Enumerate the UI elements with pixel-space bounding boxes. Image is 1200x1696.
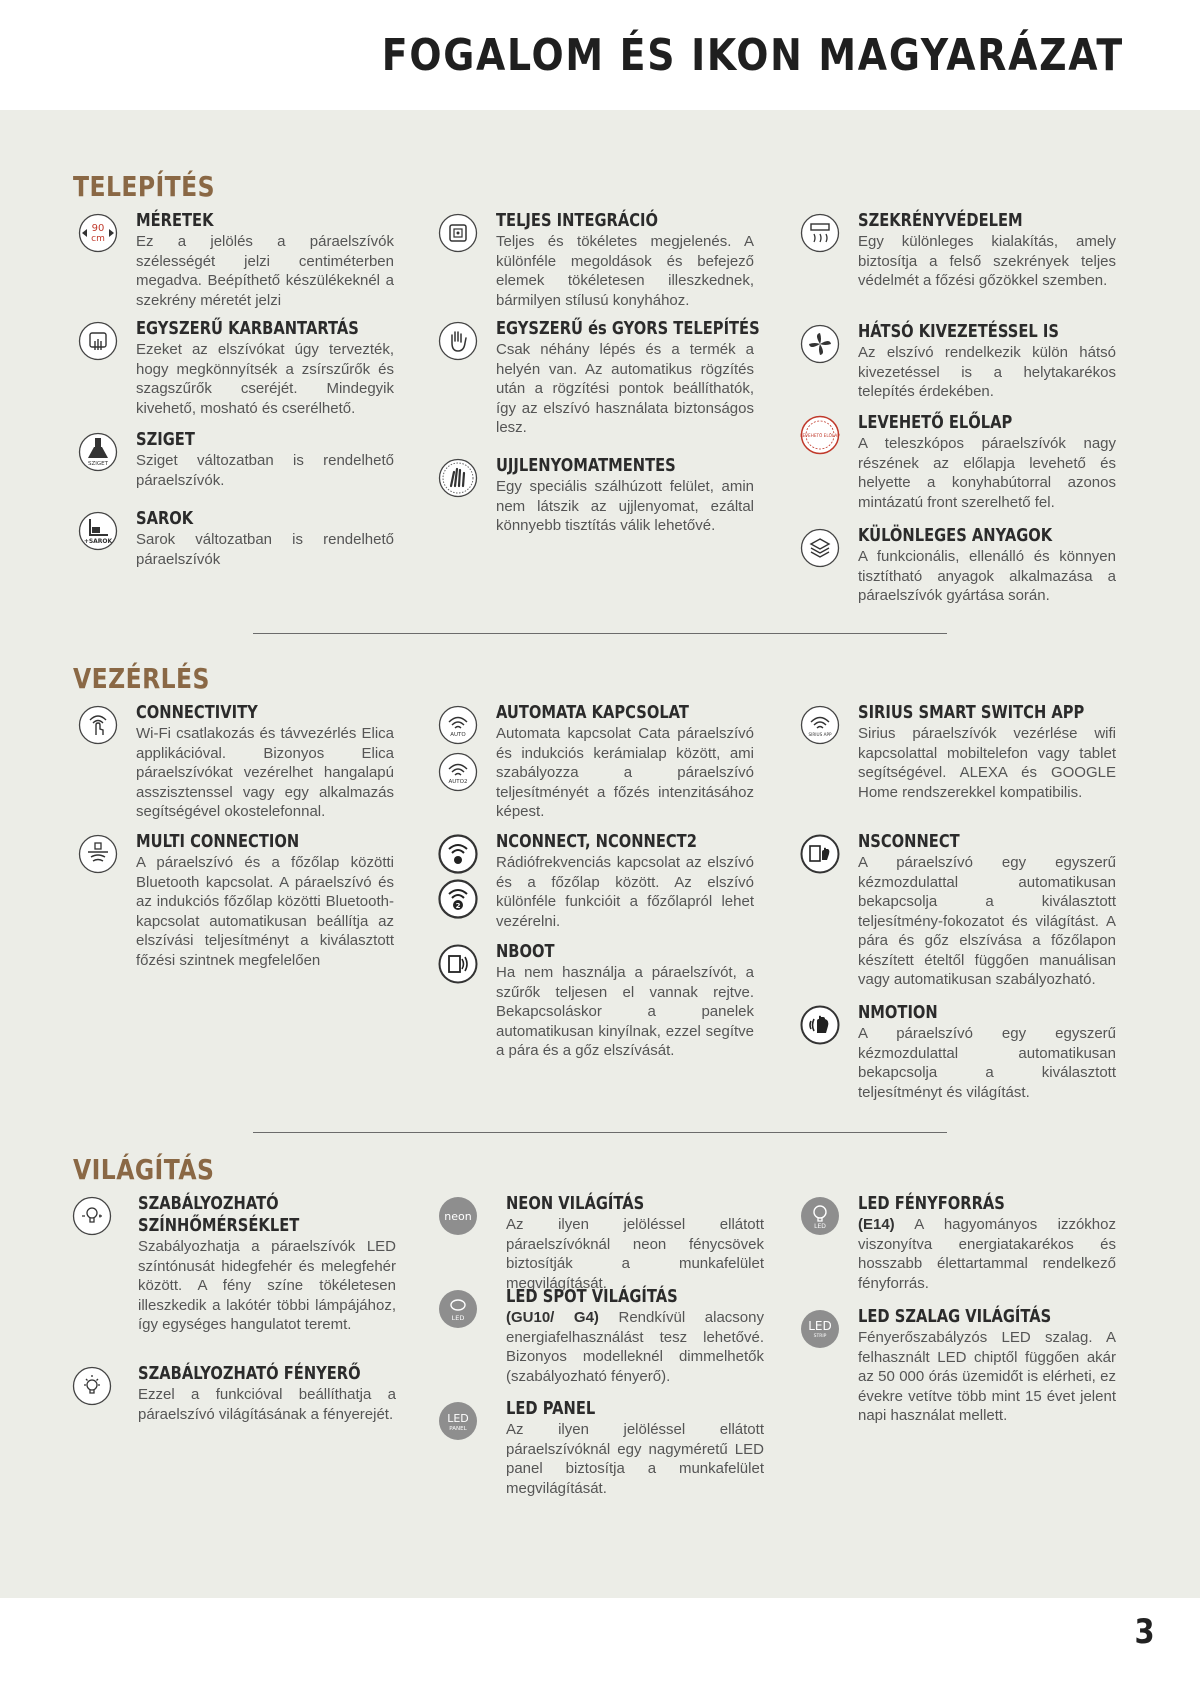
item-text — [506, 1308, 764, 1386]
item-text: Ezzel a funkcióval beállíthatja a páraelszívó világításának a fényerejét. — [138, 1386, 396, 1423]
icon-led-bulb-text: LED — [814, 1223, 826, 1230]
section-title-vilagitas: VILÁGÍTÁS — [73, 1153, 215, 1186]
item-text: Szabályozhatja a páraelszívók LED színtónusát hidegfehér és melegfehér között. A fény színe tökéletesen illeszkedik a lakótér többi lámpájához, így egységes hangulatot teremt. — [138, 1238, 396, 1333]
item-title: MULTI CONNECTION — [136, 832, 300, 852]
icon-led-spot-text: LED — [451, 1314, 465, 1322]
icon-sarok-text: +SAROK — [83, 538, 113, 545]
item-title: EGYSZERŰ és GYORS TELEPÍTÉS — [496, 319, 760, 339]
filter-hand-icon — [78, 321, 118, 361]
item-title: SZEKRÉNYVÉDELEM — [858, 211, 1023, 231]
item-text: Automata kapcsolat Cata páraelszívó és indukciós kerámialap között, ami szabályozza a páraelszívó teljesítményét a főzés intenzitásához képest. — [496, 725, 754, 820]
icon-90-text: 90 — [91, 223, 105, 234]
width-90cm-icon — [78, 213, 118, 253]
icon-led-text: LED — [447, 1412, 469, 1425]
page-title: FOGALOM ÉS IKON MAGYARÁZAT — [381, 30, 1124, 81]
item-text: A funkcionális, ellenálló és könnyen tisztítható anyagok alkalmazása a páraelszívók gyártása során. — [858, 548, 1116, 604]
item-title: NSCONNECT — [858, 832, 960, 852]
item-text: Rádiófrekvenciás kapcsolat az elszívó és a főzőlap között. Az elszívó különféle funkcióit a főzőlapról lehet vezérelni. — [496, 854, 754, 930]
icon-auto2-text: AUTO2 — [448, 779, 468, 785]
fingerprint-free-icon — [438, 458, 478, 498]
item-prefix: (GU10/ G4) — [506, 1309, 599, 1326]
item-text: Fényerőszabályzós LED szalag. A felhasznált LED chiptől függően akár az 50 000 órás üzemidőt is elérheti, ez évekre vetítve több mint 15 évet jelent napi használat mellett. — [858, 1329, 1116, 1424]
wifi-touch-icon — [78, 705, 118, 745]
item-title: SAROK — [136, 509, 194, 529]
item-text — [858, 1215, 1116, 1293]
cabinet-protection-icon — [800, 213, 840, 253]
icon-strip-text: STRIP — [813, 1334, 827, 1339]
quick-install-hand-icon — [438, 321, 478, 361]
item-text: Az ilyen jelöléssel ellátott páraelszívóknál egy nagyméretű LED panel biztosítja a munkafelület megvilágítását. — [506, 1421, 764, 1497]
nconnect-icon — [438, 834, 478, 874]
icon-led-strip-text: LED — [808, 1319, 832, 1333]
item-title: LED FÉNYFORRÁS — [858, 1194, 1005, 1214]
item-text: Ezeket az elszívókat úgy tervezték, hogy megkönnyítsék a zsírszűrők és szagszűrők cseréjét. Mindegyik kivehető, mosható és cserélhető. — [136, 341, 394, 417]
item-text: A páraelszívó és a főzőlap közötti Bluetooth kapcsolat. A páraelszívó és az indukciós főzőlap közötti Bluetooth-kapcsolat automatikusan beállítja az elszívási teljesítményt a kiválasztott főzési szintnek megfelelően — [136, 854, 394, 969]
item-title: NCONNECT, NCONNECT2 — [496, 832, 697, 852]
icon-sziget-text: SZIGET — [88, 461, 108, 467]
nsconnect-icon — [800, 834, 840, 874]
section-divider — [253, 633, 947, 634]
section-title-vezerles: VEZÉRLÉS — [73, 662, 210, 695]
item-text: Sirius páraelszívók vezérlése wifi kapcsolattal mobiltelefon vagy tablet segítségével. ALEXA és GOOGLE Home rendszerekkel kompatibilis. — [858, 725, 1116, 801]
item-title: SZIGET — [136, 430, 195, 450]
item-title: LED PANEL — [506, 1399, 596, 1419]
item-title: CONNECTIVITY — [136, 703, 258, 723]
brightness-bulb-icon — [72, 1366, 112, 1406]
item-title: EGYSZERŰ KARBANTARTÁS — [136, 319, 359, 339]
led-panel-icon — [438, 1401, 478, 1441]
sirius-app-icon — [800, 705, 840, 745]
nconnect2-icon — [438, 879, 478, 919]
item-text: Az ilyen jelöléssel ellátott páraelszívóknál neon fénycsövek biztosítják a munkafelület megvilágítását. — [506, 1216, 764, 1292]
corner-hood-icon — [78, 511, 118, 551]
item-title: SIRIUS SMART SWITCH APP — [858, 703, 1085, 723]
item-title: HÁTSÓ KIVEZETÉSSEL IS — [858, 322, 1059, 342]
item-title: UJJLENYOMATMENTES — [496, 456, 676, 476]
page-number: 3 — [1134, 1612, 1155, 1652]
section-title-telepites: TELEPÍTÉS — [73, 170, 215, 203]
item-text: Wi-Fi csatlakozás és távvezérlés Elica applikációval. Bizonyos Elica páraelszívókat vezérelhet hangalapú asszisztenssel vagy egy alkalmazás segítségével okostelefonnal. — [136, 725, 394, 820]
item-title: SZABÁLYOZHATÓ FÉNYERŐ — [138, 1364, 361, 1384]
item-title: LEVEHETŐ ELŐLAP — [858, 413, 1013, 433]
icon-stamp-text: LEVEHETŐ ELŐLAP — [800, 433, 840, 438]
color-temperature-bulb-icon — [72, 1196, 112, 1236]
item-title: AUTOMATA KAPCSOLAT — [496, 703, 689, 723]
led-bulb-icon — [800, 1196, 840, 1236]
icon-cm-text: cm — [91, 234, 105, 244]
item-title: MÉRETEK — [136, 211, 214, 231]
item-text: Az elszívó rendelkezik külön hátsó kivezetéssel is a helytakarékos telepítés érdekében. — [858, 344, 1116, 400]
removable-front-stamp-icon — [800, 415, 840, 455]
item-title: KÜLÖNLEGES ANYAGOK — [858, 526, 1053, 546]
icon-sirius-text: SIRIUS APP — [808, 732, 832, 737]
nmotion-hand-icon — [800, 1005, 840, 1045]
icon-nconnect2-text: 2 — [455, 902, 461, 910]
item-text-body: Rendkívül alacsony energiafelhasználást tesz lehetővé. Bizonyos modelleknél dimmelhetők (szabályozható fényerő). — [506, 1309, 764, 1385]
auto-wifi-icon — [438, 705, 478, 745]
section-divider — [253, 1132, 947, 1133]
item-text: Teljes és tökéletes megjelenés. A különféle megoldások és befejező elemek tökéletesen illeszkednek, bármilyen stílusú konyhához. — [496, 233, 754, 309]
item-title: LED SPOT VILÁGÍTÁS — [506, 1287, 678, 1307]
fan-outlet-icon — [800, 324, 840, 364]
led-spot-icon — [438, 1289, 478, 1329]
icon-auto-text: AUTO — [450, 732, 466, 738]
item-title: NBOOT — [496, 942, 555, 962]
item-text: Ez a jelölés a páraelszívók szélességét jelzi centiméterben megadva. Beépíthető készülékeknél a szekrény méretét jelzi — [136, 233, 394, 309]
auto2-wifi-icon — [438, 752, 478, 792]
item-text: Sarok változatban is rendelhető páraelszívók — [136, 531, 394, 568]
item-title-line2: SZÍNHŐMÉRSÉKLET — [138, 1216, 300, 1236]
neon-icon — [438, 1196, 478, 1236]
item-text: Egy különleges kialakítás, amely biztosítja a felső szekrények teljes védelmét a főzési gőzökkel szemben. — [858, 233, 1116, 289]
item-text: Csak néhány lépés és a termék a helyén van. Az automatikus rögzítés után a rögzítési pontok beállíthatók, így az elszívó használata biztonságos lesz. — [496, 341, 754, 436]
item-text-body: A hagyományos izzókhoz viszonyítva energiatakarékos és hosszabb élettartammal rendelkező fényforrás. — [858, 1216, 1116, 1292]
item-text: A páraelszívó egy egyszerű kézmozdulattal automatikusan bekapcsolja a kiválasztott teljesítmény-fokozatot és világítást. A pára és gőz elszívása a főzőlapon készített ételtől függően manuálisan vagy automatikusan szabályozható. — [858, 854, 1116, 988]
integration-icon — [438, 213, 478, 253]
island-hood-icon — [78, 432, 118, 472]
multi-connection-icon — [78, 834, 118, 874]
item-text: Sziget változatban is rendelhető páraelszívók. — [136, 452, 394, 489]
item-title-line1: SZABÁLYOZHATÓ — [138, 1194, 279, 1214]
item-title: LED SZALAG VILÁGÍTÁS — [858, 1307, 1052, 1327]
led-strip-icon — [800, 1309, 840, 1349]
nboot-icon — [438, 944, 478, 984]
icon-neon-text: neon — [444, 1210, 472, 1223]
item-text: Ha nem használja a páraelszívót, a szűrők teljesen el vannak rejtve. Bekapcsoláskor a panelek automatikusan kinyílnak, ezzel segítve a pára és a gőz elszívását. — [496, 964, 754, 1059]
item-text: A páraelszívó egy egyszerű kézmozdulattal automatikusan bekapcsolja a kiválasztott teljesítményt és világítást. — [858, 1025, 1116, 1101]
item-text: A teleszkópos páraelszívók nagy részének az előlapja levehető és helyette a konyhabútorral azonos mintázatú front szerelhető fel. — [858, 435, 1116, 511]
item-title: NMOTION — [858, 1003, 938, 1023]
item-title: NEON VILÁGÍTÁS — [506, 1194, 645, 1214]
item-text: Egy speciális szálhúzott felület, amin nem látszik az ujjlenyomat, ezáltal könnyebb tisztítás válik lehetővé. — [496, 478, 754, 534]
item-prefix: (E14) — [858, 1216, 895, 1233]
icon-panel-text: PANEL — [449, 1426, 467, 1432]
layers-icon — [800, 528, 840, 568]
item-title: TELJES INTEGRÁCIÓ — [496, 211, 659, 231]
